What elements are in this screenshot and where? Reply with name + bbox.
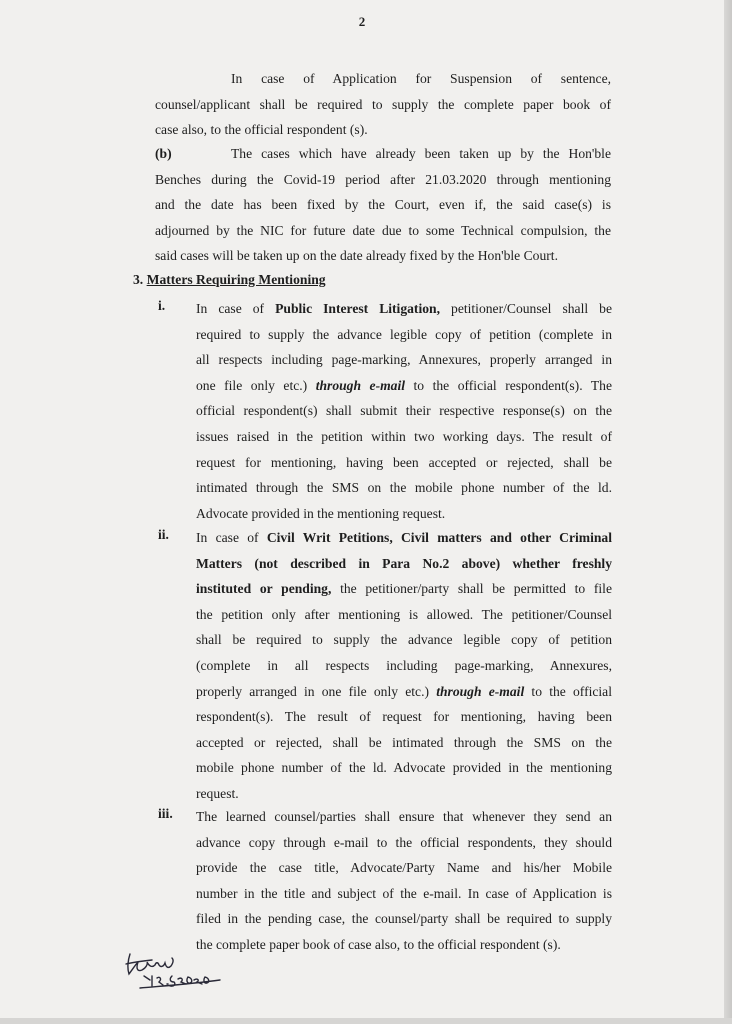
item-iii-paragraph — [196, 804, 612, 958]
item-iii-marker: iii. — [158, 806, 173, 821]
paragraph-line: Advocate provided in the mentioning request. — [196, 505, 446, 521]
section-number: 3. — [133, 272, 144, 287]
para-b-line-1: The cases which have already been taken up by the Hon'ble — [231, 146, 611, 161]
item-i-marker: i. — [158, 298, 166, 313]
paragraph-line: In case of Civil Writ Petitions, Civil matters and other Criminal — [196, 530, 612, 545]
paragraph-line: properly arranged in one file only etc.) through e-mail to the official — [196, 683, 612, 699]
paragraph-line: In case of Public Interest Litigation, petitioner/Counsel shall be — [196, 301, 612, 316]
paragraph-line: number in the title and subject of the e-mail. In case of Application is — [196, 885, 612, 901]
paragraph-line: The learned counsel/parties shall ensure that whenever they send an — [196, 809, 612, 824]
intro-line-1: In case of Application for Suspension of sentence, — [231, 71, 611, 86]
paragraph-line: all respects including page-marking, Annexures, properly arranged in — [196, 352, 612, 368]
paragraph-line: filed in the pending case, the counsel/party shall be required to supply — [196, 911, 612, 927]
page-edge-shadow — [724, 0, 732, 1024]
para-b-marker: (b) — [155, 146, 172, 161]
paragraph-line: shall be required to supply the advance legible copy of petition — [196, 632, 612, 648]
paragraph-line: (complete in all respects including page-marking, Annexures, — [196, 657, 612, 673]
paragraph-line: respondent(s). The result of request for mentioning, having been — [196, 709, 612, 725]
emphasis-bold: Civil Writ Petitions, Civil matters and other Criminal — [266, 530, 612, 545]
paragraph-line: request. — [196, 785, 239, 801]
page-bottom-shadow — [0, 1018, 732, 1024]
paragraph-line: provide the case title, Advocate/Party Name and his/her Mobile — [196, 860, 612, 876]
emphasis-bold: Public Interest Litigation, — [275, 301, 440, 316]
paragraph-line: advance copy through e-mail to the official respondents, they should — [196, 834, 612, 850]
para-b-line-5: said cases will be taken up on the date already fixed by the Hon'ble Court. — [155, 248, 558, 264]
intro-paragraph — [155, 66, 611, 143]
emphasis-bold: Matters (not described in Para No.2 above) whether freshly — [196, 555, 612, 571]
section-heading — [133, 272, 326, 288]
item-i-paragraph — [196, 296, 612, 526]
intro-line-2: counsel/applicant shall be required to supply the complete paper book of — [155, 96, 611, 112]
paragraph-line: the petition only after mentioning is allowed. The petitioner/Counsel — [196, 606, 612, 622]
paragraph-line: official respondent(s) shall submit their respective response(s) on the — [196, 403, 612, 419]
paragraph-line: mobile phone number of the ld. Advocate provided in the mentioning — [196, 760, 612, 776]
paragraph-line — [196, 551, 612, 577]
emphasis-bold-italic: through e-mail — [436, 683, 525, 699]
page-number: 2 — [358, 14, 366, 29]
paragraph-line: instituted or pending, the petitioner/party shall be permitted to file — [196, 581, 612, 597]
paragraph-line: issues raised in the petition within two working days. The result of — [196, 428, 612, 444]
para-b-line-2: Benches during the Covid-19 period after 21.03.2020 through mentioning — [155, 171, 611, 187]
item-ii-paragraph — [196, 525, 612, 807]
section-title: Matters Requiring Mentioning — [146, 272, 326, 287]
paragraph-line: accepted or rejected, shall be intimated through the SMS on the — [196, 734, 612, 750]
paragraph-line: intimated through the SMS on the mobile phone number of the ld. — [196, 480, 612, 496]
paragraph-line: one file only etc.) through e-mail to the official respondent(s). The — [196, 377, 612, 393]
paragraph-line: required to supply the advance legible copy of petition (complete in — [196, 326, 612, 342]
paragraph-line: the complete paper book of case also, to the official respondent (s). — [196, 936, 561, 952]
para-b-line-4: adjourned by the NIC for future date due to some Technical compulsion, the — [155, 222, 611, 238]
intro-line-3: case also, to the official respondent (s). — [155, 122, 368, 138]
paragraph-line: request for mentioning, having been accepted or rejected, shall be — [196, 454, 612, 470]
emphasis-bold: instituted or pending, — [196, 581, 332, 597]
item-ii-marker: ii. — [158, 527, 169, 542]
para-b-paragraph — [155, 141, 611, 269]
para-b-line-3: and the date has been fixed by the Court, even if, the said case(s) is — [155, 197, 611, 213]
emphasis-bold-italic: through e-mail — [315, 377, 406, 393]
handwritten-signature — [122, 946, 232, 992]
